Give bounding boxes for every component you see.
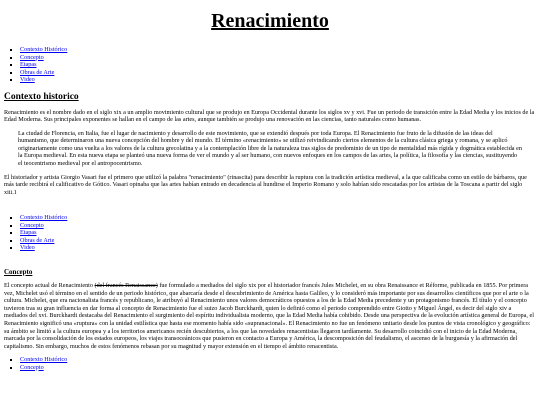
nav-link-video[interactable]: Video xyxy=(20,244,35,252)
nav-link-contexto[interactable]: Contexto Histórico xyxy=(20,46,68,53)
page-title: Renacimiento xyxy=(211,10,329,32)
page xyxy=(0,8,540,371)
nav-link-video[interactable]: Video xyxy=(20,76,35,83)
nav-link-etapas[interactable]: Etapas xyxy=(20,229,37,237)
nav-link-contexto[interactable]: Contexto Histórico xyxy=(20,214,68,222)
paragraph-text: El concepto actual de Renacimiento xyxy=(4,281,95,289)
nav-item xyxy=(20,214,536,222)
paragraph: Renacimiento es el nombre dado en el siglo xix a un amplio movimiento cultural que se produjo en Europa Occidental durante los siglos xv y xvi. Fue un periodo de transición entre la Edad Media y los inicios de la Edad Moderna. Sus principales exponentes se hallan en el campo de las artes, aunque también se produjo una renovación en las ciencias, tanto naturales como humanas. xyxy=(4,108,535,124)
nav-item xyxy=(20,46,536,54)
nav-item xyxy=(20,244,536,252)
blockquote: La ciudad de Florencia, en Italia, fue el lugar de nacimiento y desarrollo de este movimiento, que se extendió después por toda Europa. El Renacimiento fue fruto de la difusión de las ideas del humanismo, que determinaron una nueva concepción del hombre y del mundo. El término «renacimiento» se utilizó reivindicando ciertos elementos de la cultura clásica griega y romana, y se aplicó originariamente como una vuelta a los valores de la cultura grecolatina y a la contemplación libre de la naturaleza tras siglos de predominio de un tipo de mentalidad más rígida y dogmática establecida en la Europa medieval. En esta nueva etapa se planteó una nueva forma de ver el mundo y al ser humano, con nuevos enfoques en los campos de las artes, la política, la filosofía y las ciencias, sustituyendo el teocentrismo medieval por el antropocentrismo. xyxy=(18,129,522,168)
nav-link-concepto[interactable]: Concepto xyxy=(20,363,44,371)
nav-item xyxy=(20,69,536,77)
nav-link-concepto[interactable]: Concepto xyxy=(20,53,44,61)
spacer xyxy=(4,252,536,261)
section-heading-contexto: Contexto historico xyxy=(4,91,79,102)
section-heading-concepto: Concepto xyxy=(4,267,33,276)
nav-item xyxy=(20,61,536,69)
nav-link-concepto[interactable]: Concepto xyxy=(20,221,44,229)
paragraph: El historiador y artista Giorgio Vasari fue el primero que utilizó la palabra "renacimiento" (rinascita) para describir la ruptura con la tradición artística medieval, a la que calificaba como un estilo de bárbaros, que más tarde recibirá el calificativo de Gótico. Vasari opinaba que las artes habían entrado en decadencia al hundirse el Imperio Romano y solo habían sido rescatadas por los artistas de la Toscana a partir del siglo xiii.1 xyxy=(4,173,527,196)
nav-link-etapas[interactable]: Etapas xyxy=(20,61,37,68)
nav-item xyxy=(20,222,536,230)
nav-item xyxy=(20,76,536,84)
nav-item xyxy=(20,54,536,62)
nav-link-contexto[interactable]: Contexto Histórico xyxy=(20,356,68,364)
paragraph-concepto xyxy=(4,282,536,350)
strikethrough-text: (del francés Renaissance) xyxy=(94,281,158,289)
nav-list-top xyxy=(20,46,536,84)
spacer xyxy=(4,202,536,214)
nav-item xyxy=(20,364,536,372)
nav-list-bottom xyxy=(20,356,536,371)
nav-list-middle xyxy=(20,214,536,252)
paragraph-text: fue formulado a mediados del siglo xix por el historiador francés Jules Michelet, en su obra Renaissance et Réforme, publicada en 1855. Por primera vez, Michelet usó el término en el sentido de un periodo histórico, que abarcaría desde el descubrimiento de América hasta Galileo, y lo consideró más importante por sus desarrollos científicos que por el arte o la cultura. Michelet, que era nacionalista francés y republicano, le atribuyó al Renacimiento unos valores democráticos opuestos a los de la Edad Media precedente y un protagonismo francés. El título y el concepto tuvieron tras su gran influencia en dar forma al concepto de Renacimiento fue el suizo Jacob Burckhardt, quien lo definió como el periodo comprendido entre Giotto y Miguel Ángel, es decir del siglo xiv a mediados del xvi. Burckhardt destacaba del Renacimiento el surgimiento del espíritu individualista moderno, que la Edad Media había cohibido. Desde una perspectiva de la evolución artística general de Europa, el Renacimiento significó una «ruptura» con la unidad estilística que hasta ese momento había sido «supranacional». El Renacimiento no fue un fenómeno unitario desde los puntos de vista cronológico y geográfico: su ámbito se limitó a la cultura europea y a los territorios americanos recién descubiertos, a los que las novedades renacentistas llegaron tardíamente. Su desarrollo coincidió con el inicio de la Edad Moderna, marcada por la consolidación de los estados europeos, los viajes transoceánicos que pusieron en contacto a Europa y América, la descomposición del feudalismo, el ascenso de la burguesía y la afirmación del capitalismo. Sin embargo, muchos de estos fenómenos rebasan por su magnitud y mayor extensión en el tiempo el ámbito renacentista. xyxy=(4,281,534,350)
nav-item xyxy=(20,356,536,364)
nav-link-obras[interactable]: Obras de Arte xyxy=(20,68,55,76)
nav-link-obras[interactable]: Obras de Arte xyxy=(20,236,55,244)
nav-item xyxy=(20,229,536,237)
nav-item xyxy=(20,237,536,245)
